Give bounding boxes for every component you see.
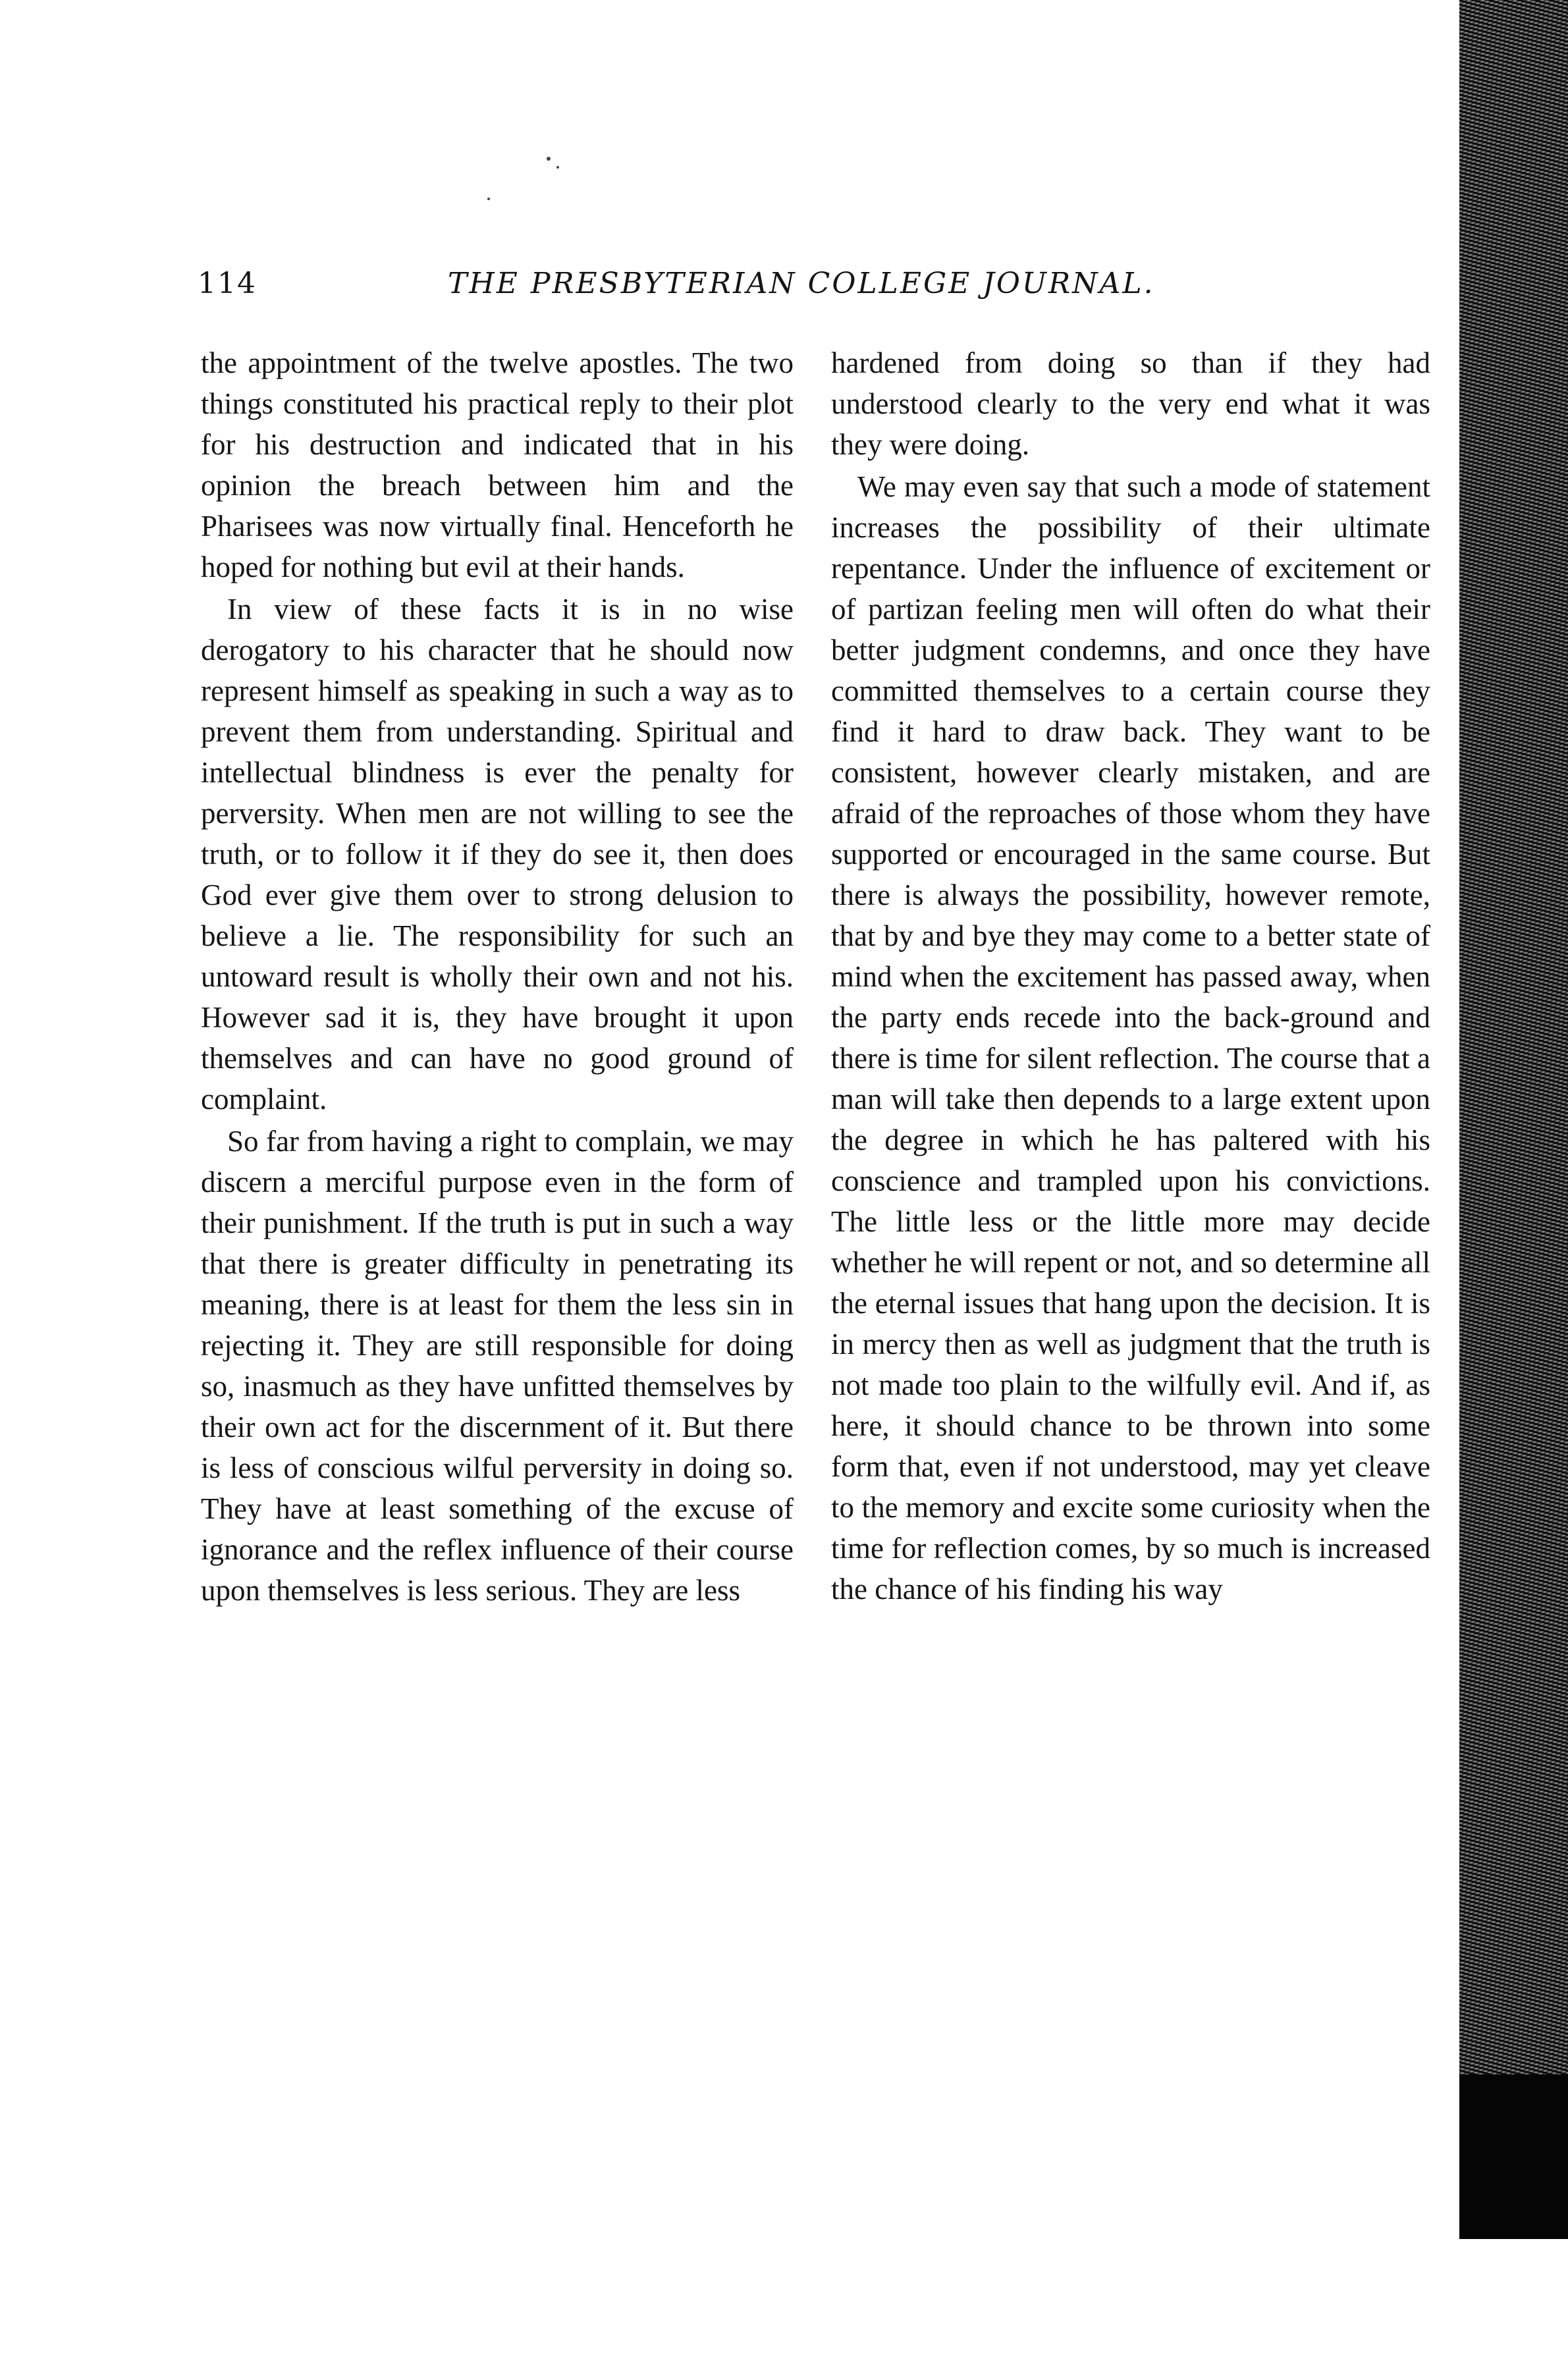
ink-speck [556, 166, 559, 169]
scan-edge-strip [1459, 0, 1568, 2239]
ink-speck [487, 198, 490, 200]
ink-speck [547, 157, 551, 161]
paragraph: So far from having a right to complain, we may discern a merciful purpose even in the form of their punishment. If the truth is put in such a way that there is greater difficulty in penetrating its meaning, there is at least for them the less sin in rejecting it. They are still responsible for doing so, inasmuch as they have unfitted themselves by their own act for the discernment of it. But there is less of conscious wilful perversity in doing so. They have at least something of the excuse of ignorance and the reflex influence of their course upon themselves is less serious. They are less [201, 1125, 794, 1607]
paragraph: the appointment of the twelve apostles. The two things constituted his practical reply to their plot for his destruction and indicated that in his opinion the breach between him and the Pharisees was now virtually final. Henceforth he hoped for nothing but evil at their hands. [201, 346, 794, 583]
page-number: 114 [198, 267, 257, 300]
scan-edge-shadow [1459, 2074, 1568, 2239]
page-header [198, 267, 1449, 319]
paragraph: hardened from doing so than if they had understood clearly to the very end what it was they were doing. [831, 346, 1430, 461]
right-column [831, 342, 1430, 1611]
left-column [201, 342, 794, 1612]
running-title: THE PRESBYTERIAN COLLEGE JOURNAL. [448, 267, 1155, 300]
paragraph: We may even say that such a mode of statement increases the possibility of their ultimate repentance. Under the influence of excitement or of partizan feeling men will often do what their better judgment condemns, and once they have committed themselves to a certain course they find it hard to draw back. They want to be consistent, however clearly mistaken, and are afraid of the reproaches of those whom they have supported or encouraged in the same course. But there is always the possibility, however remote, that by and bye they may come to a better state of mind when the excitement has passed away, when the party ends recede into the back-ground and there is time for silent reflection. The course that a man will take then depends to a large extent upon the degree in which he has paltered with his conscience and trampled upon his convictions. The little less or the little more may decide whether he will repent or not, and so determine all the eternal issues that hang upon the decision. It is in mercy then as well as judgment that the truth is not made too plain to the wilfully evil. And if, as here, it should chance to be thrown into some form that, even if not understood, may yet cleave to the memory and excite some curiosity when the time for reflection comes, by so much is increased the chance of his finding his way [831, 470, 1430, 1606]
paragraph: In view of these facts it is in no wise derogatory to his character that he should now represent himself as speaking in such a way as to prevent them from understanding. Spiritual and intellectual blindness is ever the penalty for perversity. When men are not willing to see the truth, or to follow it if they do see it, then does God ever give them over to strong delusion to believe a lie. The responsibility for such an untoward result is wholly their own and not his. However sad it is, they have brought it upon themselves and can have no good ground of complaint. [201, 593, 794, 1116]
